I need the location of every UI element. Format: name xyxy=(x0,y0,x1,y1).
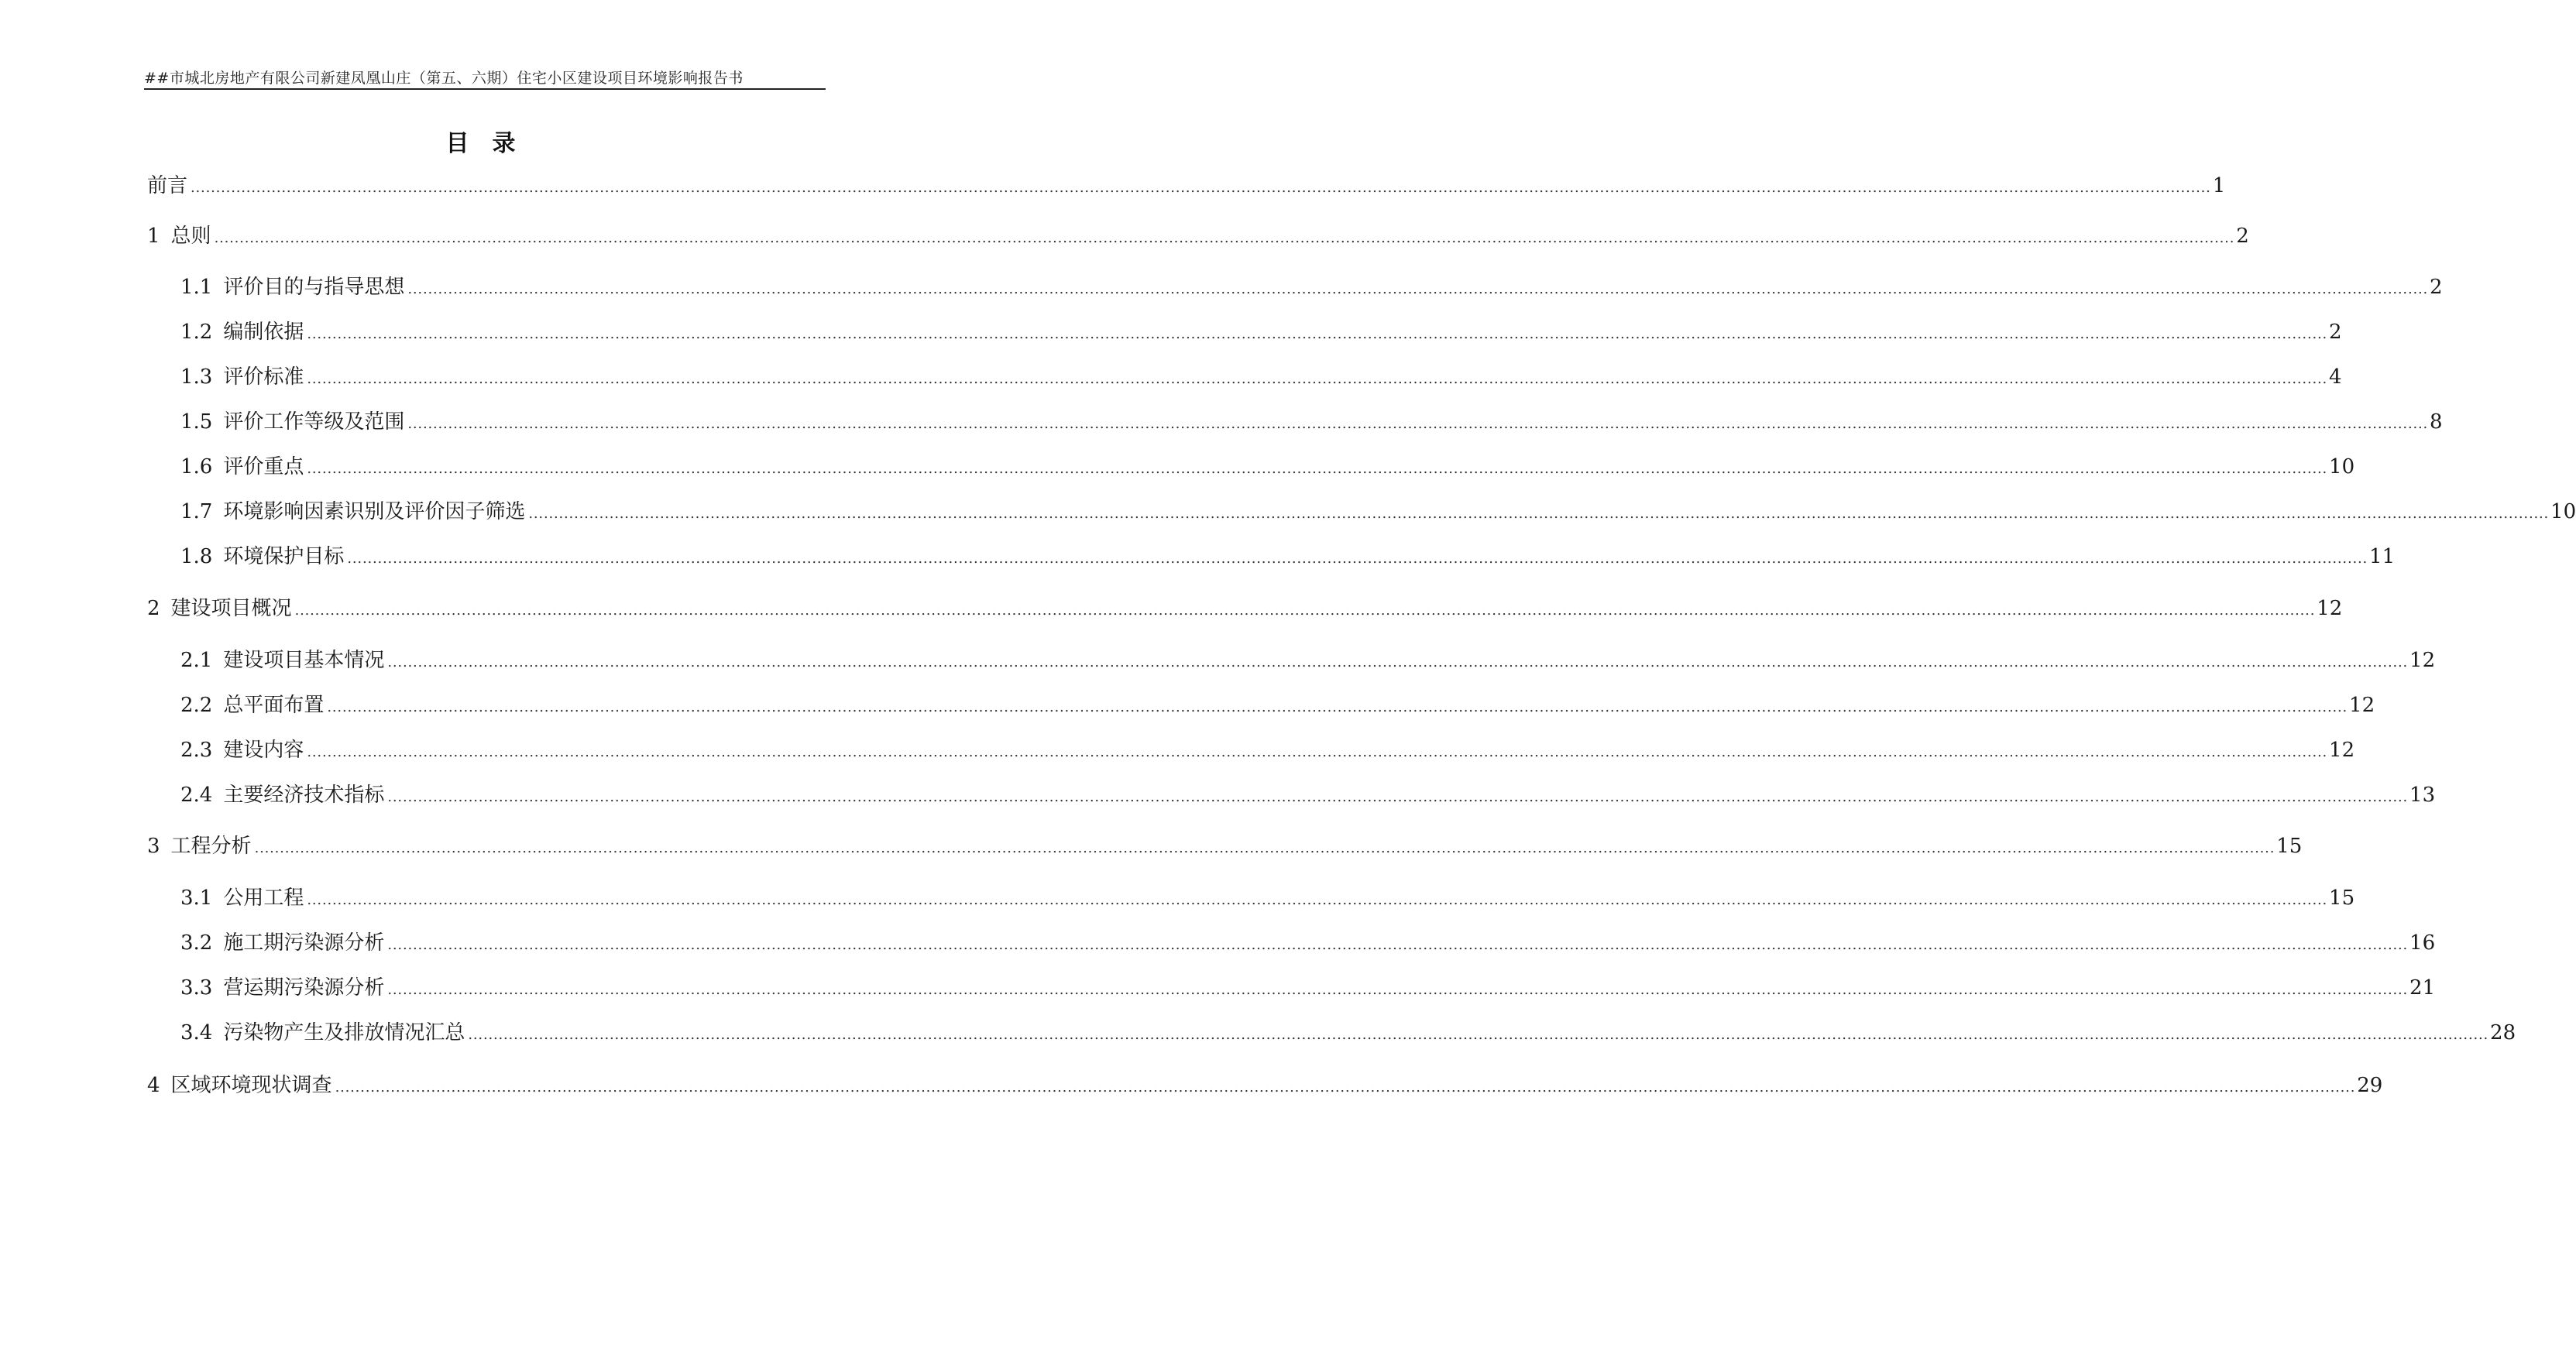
toc-entry-label: 评价目的与指导思想 xyxy=(223,276,405,299)
toc-entry-page-number: 13 xyxy=(2409,784,2436,807)
toc-entry[interactable] xyxy=(180,1019,2516,1047)
page-header: ##市城北房地产有限公司新建凤凰山庄（第五、六期）住宅小区建设项目环境影响报告书 xyxy=(144,70,744,87)
toc-entry-label: 前言 xyxy=(147,174,188,197)
toc-entry-label: 评价重点 xyxy=(223,455,304,478)
toc-entry-label: 污染物产生及排放情况汇总 xyxy=(223,1021,465,1044)
toc-dot-leader: ................................................................................................................................................................................................................................................................................................................................................................................................................ xyxy=(191,180,2211,196)
toc-entry[interactable] xyxy=(180,273,2443,301)
toc-entry-page-number: 8 xyxy=(2430,410,2443,434)
toc-entry-page-number: 2 xyxy=(2430,276,2443,299)
toc-dot-leader: ................................................................................................................................................................................................................................................................................................................................................................................................................ xyxy=(214,230,2235,246)
toc-entry-page-number: 10 xyxy=(2329,455,2355,478)
toc-entry[interactable] xyxy=(147,595,2343,622)
toc-entry[interactable] xyxy=(180,363,2342,391)
toc-entry[interactable] xyxy=(180,781,2436,809)
toc-entry-number: 3.2 xyxy=(180,931,213,955)
toc-entry-page-number: 11 xyxy=(2369,545,2396,568)
toc-dot-leader: ................................................................................................................................................................................................................................................................................................................................................................................................................ xyxy=(335,1079,2356,1096)
toc-entry-label: 总则 xyxy=(170,225,211,248)
toc-entry-number: 2.4 xyxy=(180,784,213,807)
toc-dot-leader: ................................................................................................................................................................................................................................................................................................................................................................................................................ xyxy=(387,654,2409,670)
toc-entry-page-number: 1 xyxy=(2212,174,2226,197)
toc-entry[interactable] xyxy=(147,222,2249,250)
toc-entry[interactable] xyxy=(147,172,2226,200)
toc-entry[interactable] xyxy=(147,832,2303,860)
toc-entry-number: 3 xyxy=(147,835,160,858)
toc-entry-page-number: 12 xyxy=(2329,739,2355,762)
toc-entry-label: 建设项目基本情况 xyxy=(223,649,385,672)
toc-dot-leader: ................................................................................................................................................................................................................................................................................................................................................................................................................ xyxy=(528,506,2550,522)
toc-entry-number: 1.2 xyxy=(180,321,213,344)
toc-entry[interactable] xyxy=(180,646,2436,674)
toc-entry[interactable] xyxy=(180,408,2443,436)
toc-entry-number: 1.1 xyxy=(180,276,213,299)
toc-entry[interactable] xyxy=(180,974,2436,1002)
toc-entry-page-number: 28 xyxy=(2490,1021,2516,1044)
toc-entry-label: 施工期污染源分析 xyxy=(223,931,385,955)
toc-title: 目录 xyxy=(445,130,539,157)
toc-dot-leader: ................................................................................................................................................................................................................................................................................................................................................................................................................ xyxy=(307,371,2328,387)
toc-entry[interactable] xyxy=(180,453,2355,481)
toc-entry-page-number: 12 xyxy=(2317,597,2343,620)
toc-entry-number: 1.3 xyxy=(180,365,213,389)
toc-entry-page-number: 21 xyxy=(2409,976,2436,1000)
toc-dot-leader: ................................................................................................................................................................................................................................................................................................................................................................................................................ xyxy=(307,892,2328,908)
toc-dot-leader: ................................................................................................................................................................................................................................................................................................................................................................................................................ xyxy=(407,281,2429,297)
toc-dot-leader: ................................................................................................................................................................................................................................................................................................................................................................................................................ xyxy=(307,326,2328,342)
toc-entry-label: 建设项目概况 xyxy=(170,597,292,620)
toc-entry-number: 2.2 xyxy=(180,694,213,717)
toc-dot-leader: ................................................................................................................................................................................................................................................................................................................................................................................................................ xyxy=(407,416,2429,432)
toc-entry-number: 1.8 xyxy=(180,545,213,568)
toc-entry-label: 营运期污染源分析 xyxy=(223,976,385,1000)
toc-entry[interactable] xyxy=(180,498,2576,526)
toc-entry-number: 1.5 xyxy=(180,410,213,434)
toc-entry[interactable] xyxy=(147,1072,2383,1099)
toc-dot-leader: ................................................................................................................................................................................................................................................................................................................................................................................................................ xyxy=(347,550,2368,567)
toc-entry[interactable] xyxy=(180,736,2355,764)
toc-entry-label: 建设内容 xyxy=(223,739,304,762)
toc-entry-label: 环境保护目标 xyxy=(223,545,345,568)
toc-entry-number: 1.6 xyxy=(180,455,213,478)
toc-entry-label: 公用工程 xyxy=(223,886,304,910)
toc-entry[interactable] xyxy=(180,884,2355,912)
toc-entry-page-number: 2 xyxy=(2236,225,2249,248)
toc-entry-label: 评价工作等级及范围 xyxy=(223,410,405,434)
toc-entry-page-number: 4 xyxy=(2329,365,2342,389)
toc-entry-page-number: 2 xyxy=(2329,321,2342,344)
toc-entry-page-number: 12 xyxy=(2349,694,2375,717)
toc-entry-page-number: 10 xyxy=(2550,500,2576,523)
toc-entry-number: 3.4 xyxy=(180,1021,213,1044)
toc-dot-leader: ................................................................................................................................................................................................................................................................................................................................................................................................................ xyxy=(307,461,2328,477)
toc-entry-label: 总平面布置 xyxy=(223,694,325,717)
toc-entry-number: 3.1 xyxy=(180,886,213,910)
toc-entry-page-number: 12 xyxy=(2409,649,2436,672)
toc-entry[interactable] xyxy=(180,691,2375,719)
toc-entry-page-number: 15 xyxy=(2276,835,2303,858)
toc-entry-number: 2.3 xyxy=(180,739,213,762)
toc-entry[interactable] xyxy=(180,929,2436,957)
toc-entry-number: 2 xyxy=(147,597,160,620)
toc-dot-leader: ................................................................................................................................................................................................................................................................................................................................................................................................................ xyxy=(327,699,2348,715)
toc-entry-page-number: 16 xyxy=(2409,931,2436,955)
toc-entry-label: 区域环境现状调查 xyxy=(170,1074,332,1097)
toc-entry-label: 主要经济技术指标 xyxy=(223,784,385,807)
toc-entry-number: 2.1 xyxy=(180,649,213,672)
toc-entry[interactable] xyxy=(180,543,2396,571)
toc-entry-number: 4 xyxy=(147,1074,160,1097)
toc-entry-number: 1 xyxy=(147,225,160,248)
toc-dot-leader: ................................................................................................................................................................................................................................................................................................................................................................................................................ xyxy=(294,602,2316,619)
toc-entry-number: 3.3 xyxy=(180,976,213,1000)
toc-entry-page-number: 29 xyxy=(2357,1074,2383,1097)
toc-entry-number: 1.7 xyxy=(180,500,213,523)
toc-entry-label: 编制依据 xyxy=(223,321,304,344)
toc-entry[interactable] xyxy=(180,318,2342,346)
toc-dot-leader: ................................................................................................................................................................................................................................................................................................................................................................................................................ xyxy=(387,982,2409,998)
toc-dot-leader: ................................................................................................................................................................................................................................................................................................................................................................................................................ xyxy=(307,744,2328,760)
toc-entry-label: 评价标准 xyxy=(223,365,304,389)
toc-dot-leader: ................................................................................................................................................................................................................................................................................................................................................................................................................ xyxy=(387,789,2409,805)
toc-entry-label: 环境影响因素识别及评价因子筛选 xyxy=(223,500,526,523)
toc-entry-page-number: 15 xyxy=(2329,886,2355,910)
toc-entry-label: 工程分析 xyxy=(170,835,252,858)
toc-dot-leader: ................................................................................................................................................................................................................................................................................................................................................................................................................ xyxy=(387,937,2409,953)
toc-dot-leader: ................................................................................................................................................................................................................................................................................................................................................................................................................ xyxy=(468,1027,2489,1043)
toc-dot-leader: ................................................................................................................................................................................................................................................................................................................................................................................................................ xyxy=(254,840,2275,856)
